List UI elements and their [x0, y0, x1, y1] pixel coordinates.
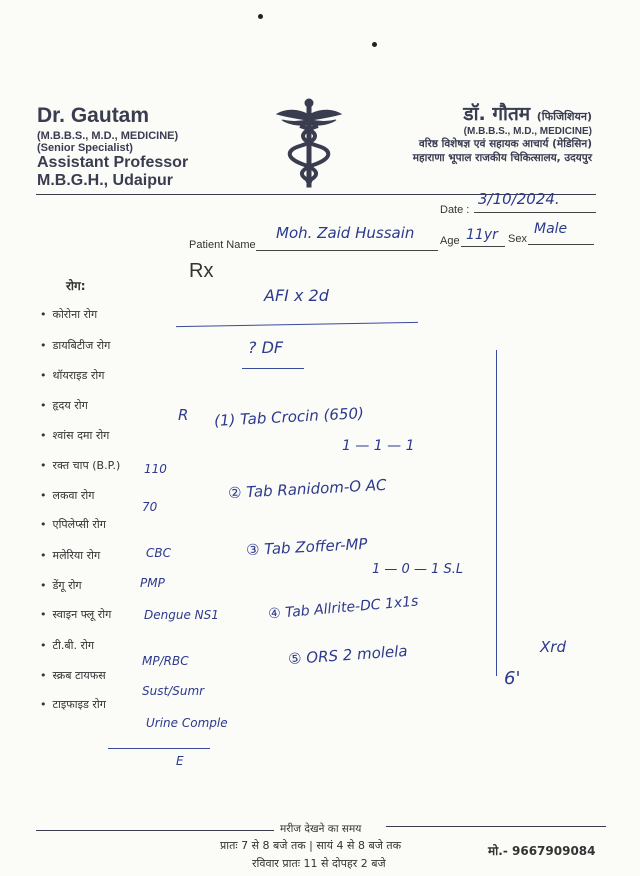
diagnosis-text: ? DF: [248, 338, 284, 357]
disease-item: • लकवा रोग: [40, 488, 94, 503]
patient-name-underline: [256, 250, 438, 251]
medicine-2: ② Tab Ranidom-O AC: [227, 475, 387, 503]
age-underline: [461, 246, 505, 247]
sex-underline: [528, 244, 594, 245]
side-number: 6': [504, 668, 521, 689]
mobile-number: मो.- 9667909084: [488, 844, 596, 858]
caduceus-icon: [276, 98, 342, 190]
bp-top: 110: [144, 462, 167, 476]
patient-name-label: Patient Name: [189, 239, 256, 251]
doctor-institution-hindi: महाराणा भूपाल राजकीय चिकित्सालय, उदयपुर: [412, 152, 592, 164]
disease-item: • टाइफाइड रोग: [40, 697, 106, 712]
medicine-1: (1) Tab Crocin (650): [213, 404, 365, 430]
disease-item: • टी.बी. रोग: [40, 638, 94, 653]
doctor-degrees-hindi: (M.B.B.S., M.D., MEDICINE): [463, 126, 592, 137]
bp-bottom: 70: [142, 500, 158, 514]
investigation: MP/RBC: [142, 654, 189, 668]
complaint-text: AFI x 2d: [264, 286, 329, 305]
doctor-institution: M.B.G.H., Udaipur: [37, 172, 173, 189]
doctor-name-hindi: डॉ. गौतम (फिजिशियन): [463, 103, 592, 125]
disease-item: • एपिलेप्सी रोग: [40, 517, 106, 532]
side-note: Xrd: [540, 638, 566, 656]
investigation: E: [176, 754, 184, 768]
date-value: 3/10/2024.: [478, 190, 560, 208]
disease-item: • डायबिटीज रोग: [40, 338, 110, 353]
disease-item: • रक्त चाप (B.P.): [40, 458, 120, 473]
scan-speck: [372, 42, 377, 47]
disease-heading: रोग:: [66, 279, 86, 293]
doctor-name: Dr. Gautam: [37, 104, 150, 127]
doctor-specialty: (Senior Specialist): [37, 142, 133, 154]
disease-item: • मलेरिया रोग: [40, 548, 100, 563]
age-label: Age: [440, 235, 460, 247]
footer-rule-right: [386, 826, 606, 827]
date-underline: [474, 212, 596, 213]
doctor-degrees: (M.B.B.S., M.D., MEDICINE): [37, 130, 179, 142]
timings-line-1: प्रातः 7 से 8 बजे तक | सायं 4 से 8 बजे तक: [220, 839, 402, 852]
investigation: Sust/Sumr: [142, 684, 205, 698]
bracket-line: [496, 350, 497, 676]
disease-item: • स्वाइन फ्लू रोग: [40, 607, 111, 622]
rx-mark: R: [178, 406, 189, 424]
doctor-header-english: [37, 104, 188, 190]
medicine-3-dose: 1 — 0 — 1 S.L: [372, 562, 464, 577]
age-value: 11yr: [466, 227, 498, 243]
investigation: CBC: [146, 546, 171, 560]
timings-line-2: रविवार प्रातः 11 से दोपहर 2 बजे: [252, 857, 386, 870]
medicine-4: ④ Tab Allrite-DC 1x1s: [267, 593, 419, 623]
medicine-1-dose: 1 — 1 — 1: [342, 438, 415, 454]
disease-item: • श्वांस दमा रोग: [40, 428, 109, 443]
patient-name-value: Moh. Zaid Hussain: [276, 224, 415, 242]
doctor-header-hindi: [413, 100, 592, 165]
timings-heading: मरीज देखने का समय: [280, 823, 362, 835]
disease-item: • स्क्रब टायफस: [40, 668, 106, 683]
medicine-3: ③ Tab Zoffer-MP: [245, 534, 368, 560]
scan-speck: [258, 14, 263, 19]
sex-value: Male: [534, 221, 568, 237]
rx-symbol: Rx: [189, 260, 214, 282]
sex-label: Sex: [508, 233, 527, 245]
disease-item: • कोरोना रोग: [40, 307, 97, 322]
handwritten-rule: [242, 368, 304, 369]
medicine-5: ⑤ ORS 2 molela: [287, 641, 409, 669]
footer-rule-left: [36, 830, 274, 831]
disease-item: • डेंगू रोग: [40, 578, 82, 593]
investigation: Urine Comple: [146, 716, 228, 730]
investigation: Dengue NS1: [144, 608, 219, 622]
handwritten-rule: [108, 748, 210, 749]
investigation: PMP: [140, 576, 165, 590]
doctor-specialty-hindi: वरिष्ठ विशेषज्ञ एवं सहायक आचार्य (मेडिसिन): [418, 138, 592, 150]
disease-item: • हृदय रोग: [40, 398, 88, 413]
doctor-role: Assistant Professor: [37, 154, 189, 171]
date-label: Date :: [440, 204, 470, 216]
handwritten-rule: [176, 322, 418, 327]
disease-item: • थॉयराइड रोग: [40, 368, 104, 383]
